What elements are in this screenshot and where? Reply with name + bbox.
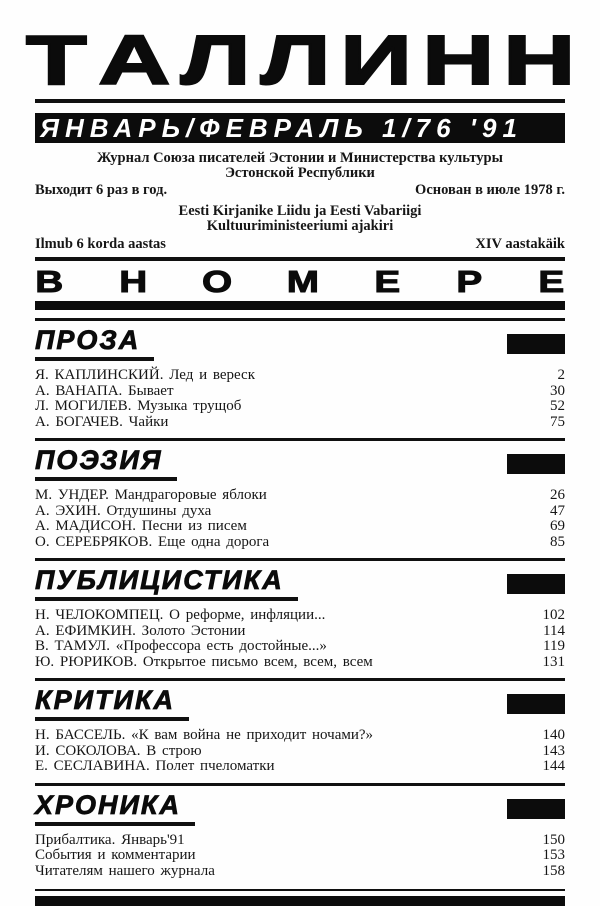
toc-item xyxy=(35,488,565,504)
toc-item-page: 75 xyxy=(550,413,565,430)
publisher-line-et-2: Kultuuriministeeriumi ajakiri xyxy=(206,218,394,234)
toc-item xyxy=(35,833,565,849)
in-issue-letter: В xyxy=(35,264,64,299)
section-marker-block xyxy=(507,334,565,354)
title-letter: Л xyxy=(260,21,331,99)
in-issue-letter: М xyxy=(287,264,320,299)
toc-item-page: 140 xyxy=(542,727,565,743)
title-letter: А xyxy=(98,21,171,99)
toc-item xyxy=(35,848,565,864)
toc-item xyxy=(35,535,565,551)
section-rule xyxy=(35,318,565,321)
toc-item xyxy=(35,639,565,655)
in-issue-letter: Р xyxy=(456,264,483,299)
section-marker-block xyxy=(507,799,565,819)
section-header xyxy=(35,789,565,826)
toc-item-page: 153 xyxy=(542,847,565,863)
toc-item-title: Н. БАССЕЛЬ. «К вам война не приходит ночами?» xyxy=(35,727,374,743)
issue-banner xyxy=(35,113,565,143)
toc-item-page: 150 xyxy=(542,831,565,848)
in-issue-letter: Н xyxy=(118,264,147,299)
section-kritika xyxy=(35,678,565,775)
toc-item xyxy=(35,759,565,775)
toc-item xyxy=(35,415,565,431)
toc-item-title: А. БОГАЧЕВ. Чайки xyxy=(35,413,169,430)
toc-item-page: 2 xyxy=(557,367,565,383)
toc-item-page: 30 xyxy=(550,382,565,399)
section-title: КРИТИКА xyxy=(35,687,189,721)
toc-item-title: Л. МОГИЛЕВ. Музыка трущоб xyxy=(35,398,242,414)
section-header xyxy=(35,327,565,361)
toc-item-title: Я. КАПЛИНСКИЙ. Лед и вереск xyxy=(35,367,256,383)
toc-item-title: М. УНДЕР. Мандрагоровые яблоки xyxy=(35,487,267,503)
toc-item-title: А. МАДИСОН. Песни из писем xyxy=(35,518,247,534)
magazine-title xyxy=(26,21,576,99)
toc-item-page: 119 xyxy=(543,638,565,654)
in-issue-letter: Е xyxy=(374,264,401,299)
toc-item-page: 47 xyxy=(550,502,565,519)
toc-item-title: Ю. РЮРИКОВ. Открытое письмо всем, всем, всем xyxy=(35,653,373,670)
toc-item-page: 102 xyxy=(542,607,565,623)
section-title: ХРОНИКА xyxy=(35,792,195,826)
section-marker-block xyxy=(507,574,565,594)
section-header xyxy=(35,687,565,721)
title-letter: Н xyxy=(422,21,494,99)
toc-item-title: Е. СЕСЛАВИНА. Полет пчеломатки xyxy=(35,758,275,774)
footer-thin-rule xyxy=(35,889,565,891)
toc-item xyxy=(35,655,565,671)
section-title: ПОЭЗИЯ xyxy=(35,447,177,481)
footer-fat-rule xyxy=(35,896,565,906)
toc-item xyxy=(35,504,565,520)
toc-item-title: И. СОКОЛОВА. В строю xyxy=(35,742,202,759)
issue-info-row-et xyxy=(35,236,565,252)
section-toc xyxy=(35,728,565,775)
section-rule xyxy=(35,438,565,441)
title-rule xyxy=(35,99,565,103)
toc-item-title: А. ЭХИН. Отдушины духа xyxy=(35,502,212,519)
toc-item xyxy=(35,728,565,744)
frequency-ru: Выходит 6 раз в год. xyxy=(35,182,168,198)
section-rule xyxy=(35,678,565,681)
toc-item-page: 26 xyxy=(550,487,565,503)
section-toc xyxy=(35,488,565,550)
section-toc xyxy=(35,608,565,670)
toc-item-page: 144 xyxy=(542,758,565,774)
toc-item-title: События и комментарии xyxy=(35,847,196,863)
in-this-issue-heading xyxy=(35,264,565,299)
section-khronika xyxy=(35,783,565,880)
toc-item xyxy=(35,519,565,535)
toc-item-page: 69 xyxy=(550,518,565,534)
in-issue-bar xyxy=(35,301,565,310)
toc-item-page: 52 xyxy=(550,398,565,414)
toc-item-title: А. ВАНАПА. Бывает xyxy=(35,382,174,399)
toc-item xyxy=(35,608,565,624)
issue-banner-text: ЯНВАРЬ/ФЕВРАЛЬ 1/76 '91 xyxy=(40,113,523,143)
page-footer-rules xyxy=(35,889,565,906)
section-marker-block xyxy=(507,454,565,474)
section-toc xyxy=(35,368,565,430)
toc-item-page: 131 xyxy=(542,653,565,670)
toc-item xyxy=(35,399,565,415)
section-proza xyxy=(35,318,565,430)
toc-item-page: 114 xyxy=(543,622,565,639)
title-letter: И xyxy=(340,21,413,99)
toc-item xyxy=(35,624,565,640)
toc-item-title: А. ЕФИМКИН. Золото Эстонии xyxy=(35,622,246,639)
toc-item xyxy=(35,384,565,400)
toc-item-page: 85 xyxy=(550,533,565,550)
title-letter: Т xyxy=(26,21,87,99)
masthead-bottom-rule xyxy=(35,257,565,261)
publisher-line-et-1: Eesti Kirjanike Liidu ja Eesti Vabariigi xyxy=(178,203,422,219)
toc-item xyxy=(35,864,565,880)
toc-item xyxy=(35,744,565,760)
section-header xyxy=(35,447,565,481)
toc-item-title: Н. ЧЕЛОКОМПЕЦ. О реформе, инфляции... xyxy=(35,607,326,623)
toc-item xyxy=(35,368,565,384)
toc-item-page: 158 xyxy=(542,862,565,879)
frequency-et: Ilmub 6 korda aastas xyxy=(35,236,166,252)
section-publicistika xyxy=(35,558,565,670)
in-issue-letter: Е xyxy=(538,264,565,299)
in-issue-letter: О xyxy=(202,264,233,299)
toc-item-title: Прибалтика. Январь'91 xyxy=(35,831,185,848)
issue-info-row-ru xyxy=(35,182,565,198)
section-header xyxy=(35,567,565,601)
toc-item-title: В. ТАМУЛ. «Профессора есть достойные...» xyxy=(35,638,327,654)
toc-item-title: О. СЕРЕБРЯКОВ. Еще одна дорога xyxy=(35,533,270,550)
section-rule xyxy=(35,558,565,561)
publisher-line-ru-2: Эстонской Республики xyxy=(225,165,375,181)
section-title: ПУБЛИЦИСТИКА xyxy=(35,567,298,601)
section-marker-block xyxy=(507,694,565,714)
publisher-line-ru-1: Журнал Союза писателей Эстонии и Министерства культуры xyxy=(97,150,503,166)
title-letter: Н xyxy=(503,21,576,99)
section-rule xyxy=(35,783,565,786)
volume-et: XIV aastakäik xyxy=(475,236,565,252)
title-letter: Л xyxy=(180,21,251,99)
toc-item-page: 143 xyxy=(542,742,565,759)
section-title: ПРОЗА xyxy=(35,327,154,361)
founded-ru: Основан в июле 1978 г. xyxy=(415,182,565,198)
toc-item-title: Читателям нашего журнала xyxy=(35,862,215,879)
section-toc xyxy=(35,833,565,880)
section-poeziya xyxy=(35,438,565,550)
